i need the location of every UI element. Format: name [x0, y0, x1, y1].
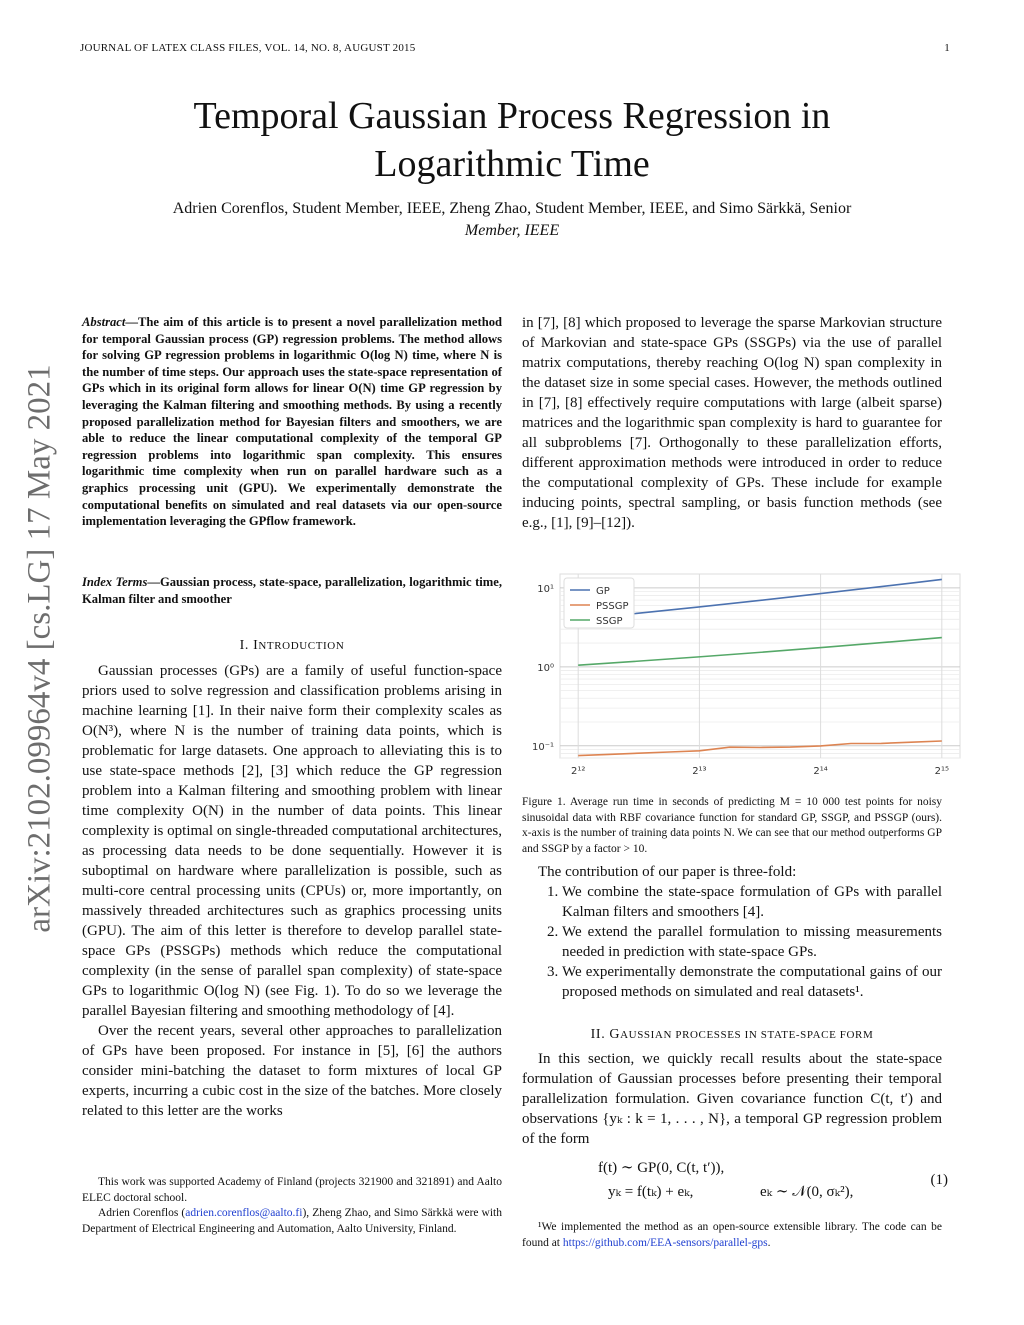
email-link[interactable]: adrien.corenflos@aalto.fi: [185, 1207, 303, 1219]
equation-line-2a: yₖ = f(tₖ) + eₖ,: [608, 1184, 694, 1200]
arxiv-stamp: arXiv:2102.09964v4 [cs.LG] 17 May 2021: [21, 364, 58, 933]
chart-legend: [564, 578, 634, 628]
affiliation-note: Adrien Corenflos (adrien.corenflos@aalto.fi), Zheng Zhao, and Simo Särkkä were with Department of Electrical Engineering and Automation, Aalto University, Finland.: [82, 1207, 502, 1235]
footnote-right: ¹We implemented the method as an open-source extensible library. The code can be found at https://github.com/EEA-sensors/parallel-gps.: [522, 1221, 942, 1249]
funding-note: This work was supported Academy of Finland (projects 321900 and 321891) and Aalto ELEC doctoral school.: [82, 1176, 502, 1204]
section-rest: NTRODUCTION: [258, 640, 345, 652]
contribution-list: [522, 882, 942, 1002]
section-heading-introduction: [82, 636, 502, 656]
x-tick-label: 2¹⁵: [934, 766, 950, 777]
intro-paragraph-2: Over the recent years, several other approaches to parallelization of GPs have been proposed. For instance in [5], [6] the authors consider mini-batching the dataset to form mixtures of local GP experts, incurring a cubic cost in the size of the batches. More closely related to this letter are the works: [82, 1023, 502, 1119]
github-link[interactable]: https://github.com/EEA-sensors/parallel-gps: [562, 1236, 768, 1249]
contributions-intro: The contribution of our paper is three-fold:: [538, 864, 797, 880]
x-tick-label: 2¹⁴: [813, 766, 828, 777]
intro-paragraph-3: in [7], [8] which proposed to leverage the sparse Markovian structure of Markovian and state-space GPs (SSGPs) via the use of parallel matrix computations, thereby reaching O(log N) span complexity in the dataset size in some special cases. However, the methods outlined in [7], [8] effectively require computations with large (albeit sparse) matrices and the logarithmic span complexity is hard to guarantee for all subproblems [7]. Orthogonally to these parallelization efforts, different approximation methods were introduced in order to reduce the computational complexity of GPs. These include for example inducing points, spectral sampling, or basis function methods (see e.g., [1], [9]–[12]).: [522, 315, 942, 531]
equation-number: (1): [930, 1172, 948, 1188]
abstract-text: —The aim of this article is to present a novel parallelization method for temporal Gaussian process (GP) regression problems. The method allows for solving GP regression problems in logarithmic O(log N) time, where N is the number of time steps. Our approach uses the state-space representation of GPs which in its original form allows for linear O(N) time GP regression by leveraging the Kalman filtering and smoothing methods. By using a recently proposed parallelization method for Bayesian filters and smoothers, we are able to reduce the linear computational complexity of the temporal GP regression problems into logarithmic span complexity. This ensures logarithmic time complexity when run on parallel hardware such as a graphics processing unit (GPU). We experimentally demonstrate the computational benefits on simulated and real datasets via our open-source implementation leveraging the GPflow framework.: [82, 315, 502, 529]
section-number: I.: [239, 638, 249, 653]
equation-line-2b: eₖ ∼ 𝒩(0, σₖ²),: [760, 1184, 854, 1200]
paper-title: [0, 92, 1024, 188]
title-line-2: Logarithmic Time: [374, 143, 650, 185]
index-terms-label: Index Terms: [82, 575, 148, 589]
x-tick-label: 2¹³: [692, 766, 707, 777]
section-rest: AUSSIAN PROCESSES IN STATE-SPACE FORM: [620, 1029, 874, 1041]
section-first-letter: G: [609, 1027, 621, 1042]
index-terms: [82, 574, 502, 607]
legend-label: GP: [596, 586, 610, 597]
footnote-text: ¹We implemented the method as an open-source extensible library. The code can be found at: [522, 1221, 942, 1249]
figure-caption: Figure 1. Average run time in seconds of predicting M = 10 000 test points for noisy sinusoidal data with RBF covariance function for standard GP, SSGP, and PSSGP (ours). x-axis is the number of training data points N. We can see that our method outperforms GP and SSGP by a factor > 10.: [522, 796, 942, 855]
intro-body: [82, 661, 502, 1121]
page-number: 1: [944, 42, 950, 54]
figure-1-chart: [522, 568, 962, 780]
author-list: [80, 198, 944, 242]
section2-body: [522, 1049, 942, 1149]
y-tick-labels: [532, 584, 554, 753]
section2-paragraph-1: In this section, we quickly recall results about the state-space formulation of Gaussian processes before presenting their temporal parallelization formulation. Given covariance function C(t, t′) and observations {yₖ : k = 1, . . . , N}, a temporal GP regression problem of the form: [522, 1051, 942, 1147]
authors-line-1: Adrien Corenflos, Student Member, IEEE, Zheng Zhao, Student Member, IEEE, and Simo Särkkä, Senior: [172, 200, 852, 217]
footnotes-left: [82, 1175, 502, 1237]
contribution-item-3: 3. We experimentally demonstrate the computational gains of our proposed methods on simulated and real datasets¹.: [562, 962, 942, 1002]
title-line-1: Temporal Gaussian Process Regression in: [193, 95, 831, 137]
y-tick-label: 10¹: [537, 583, 554, 595]
contribution-item-1: 1. We combine the state-space formulation of GPs with parallel Kalman filters and smoothers [4].: [562, 882, 942, 922]
section-heading-gp-state-space: [522, 1025, 942, 1045]
journal-name: JOURNAL OF LATEX CLASS FILES, VOL. 14, NO. 8, AUGUST 2015: [80, 42, 416, 54]
contributions: [522, 862, 942, 1002]
abstract-label: Abstract: [82, 315, 126, 329]
authors-line-2: Member, IEEE: [464, 222, 560, 239]
index-terms-text: —Gaussian process, state-space, parallelization, logarithmic time, Kalman filter and smoother: [82, 575, 502, 606]
intro-paragraph-1: Gaussian processes (GPs) are a family of useful function-space priors used to solve regression and classification problems arising in machine learning [1]. In their naive form their complexity scales as O(N³), where N is the number of training data points, which is problematic for large datasets. One approach to alleviating this is to use state-space methods [2], [3] which reduce the GP regression problem into a Kalman filtering and smoothing problem with linear time complexity O(N) in the number of data points. This linear complexity is optimal on single-threaded computational architectures, as processing data needs to be done sequentially. However it is suboptimal on hardware where parallelization is possible, such as multi-core central processing units (CPUs) or, more importantly, on massively threaded architectures such as graphics processing units (GPU). The aim of this letter is therefore to develop parallel state-space GPs (PSSGPs) methods which reduce the computational complexity (in the sense of parallel span complexity) of state-space GPs to logarithmic O(log N) (see Fig. 1). To do so we leverage the parallel Bayesian filtering and smoothing methodology of [4].: [82, 663, 502, 1019]
equation-1: [598, 1157, 948, 1205]
section-first-letter: I: [253, 638, 259, 653]
equation-line-1: f(t) ∼ GP(0, C(t, t′)),: [598, 1160, 725, 1176]
intro-continued: [522, 313, 942, 533]
section-number: II.: [590, 1027, 606, 1042]
y-tick-label: 10⁰: [537, 662, 554, 674]
y-tick-label: 10⁻¹: [531, 741, 554, 753]
abstract: [82, 314, 502, 530]
running-header: [80, 42, 950, 54]
x-tick-labels: [571, 766, 949, 777]
x-tick-label: 2¹²: [570, 766, 586, 777]
legend-label: SSGP: [596, 616, 623, 627]
contribution-item-2: 2. We extend the parallel formulation to missing measurements needed in prediction with state-space GPs.: [562, 922, 942, 962]
legend-label: PSSGP: [596, 601, 629, 612]
